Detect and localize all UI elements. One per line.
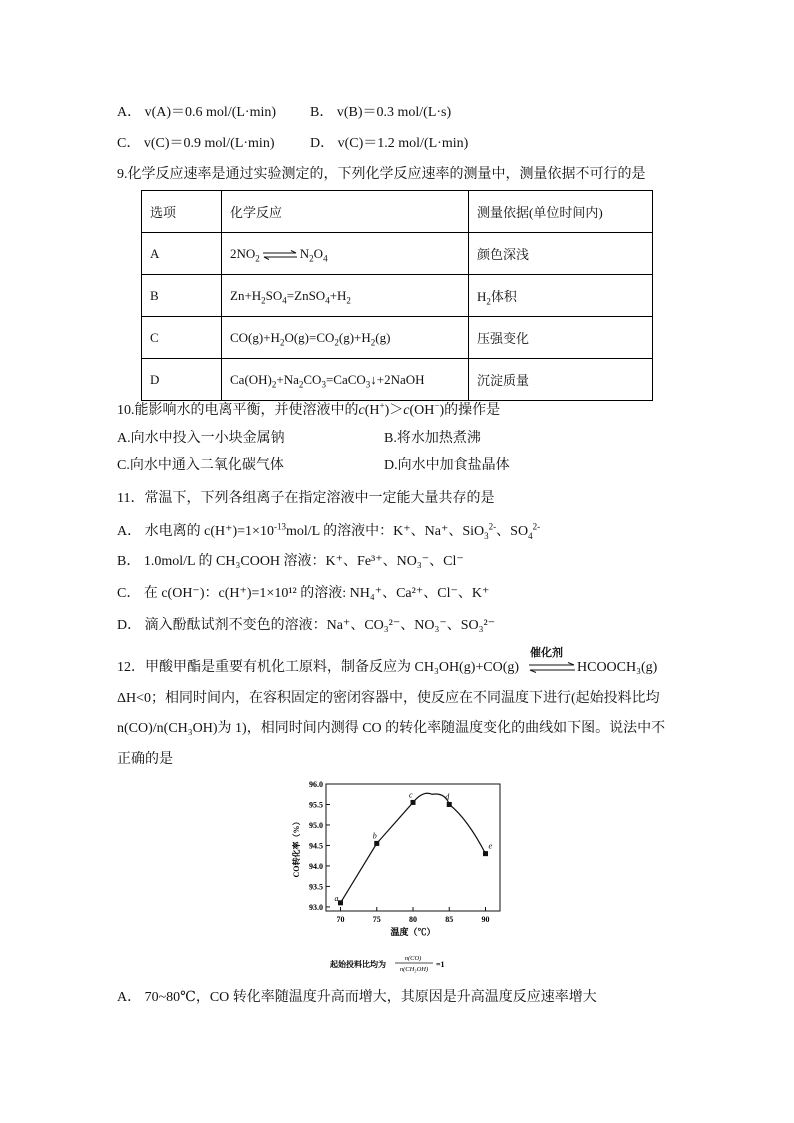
point-label: b bbox=[372, 831, 377, 841]
data-point bbox=[411, 800, 416, 805]
table-header-cell: 测量依据(单位时间内) bbox=[469, 191, 653, 233]
q10-option-b: B.将水加热煮沸 bbox=[384, 431, 481, 446]
q10-stem: 10.能影响水的电离平衡，并使溶液中的c(H+)＞c(OH−)的操作是 bbox=[117, 400, 501, 418]
reaction-cell: $Zn+H_2SO_4=ZnSO_4+H_2$ bbox=[222, 275, 469, 317]
data-point bbox=[447, 802, 452, 807]
basis-text: 体积 bbox=[490, 289, 517, 304]
y-tick-label: 95.5 bbox=[309, 800, 323, 810]
table-header-cell: 选项 bbox=[142, 191, 222, 233]
series-line bbox=[341, 793, 486, 903]
data-point bbox=[338, 900, 343, 905]
q11-option-a: A． 水电离的 $c(H^+)=1\times 10^{-13}mol/L$ 的溶液中：K⁺、Na⁺、SiO$_3^{2-}$、$SO_4^{2-}$ bbox=[117, 521, 541, 541]
equilibrium-arrow-icon bbox=[262, 250, 298, 260]
basis-cell: $H_2$体积 bbox=[469, 275, 653, 317]
q10-stem-pre: 10.能影响水的电离平衡，并使溶液中的 bbox=[117, 403, 359, 418]
basis-cell: 沉淀质量 bbox=[469, 359, 653, 401]
x-tick-label: 85 bbox=[445, 915, 454, 924]
q9-table bbox=[141, 190, 653, 401]
q12-stem-line1-pre: 12．甲酸甲酯是重要有机化工原料，制备反应为 CH₃OH(g)+CO(g) bbox=[117, 660, 520, 675]
q11-option-a-pre: A． 水电离的 c(H⁺)=1×10 bbox=[117, 524, 274, 539]
point-label: a bbox=[334, 893, 339, 903]
point-label: e bbox=[488, 841, 493, 851]
y-tick-label: 93.5 bbox=[309, 882, 323, 892]
y-tick-label: 96.0 bbox=[309, 780, 323, 789]
x-axis-label: 温度（℃） bbox=[390, 927, 436, 937]
basis-cell: 压强变化 bbox=[469, 317, 653, 359]
q12-stem-line1-post: HCOOCH₃(g) bbox=[577, 660, 658, 675]
catalyst-equilibrium-arrow-icon bbox=[528, 657, 576, 679]
caption-suffix: =1 bbox=[436, 960, 445, 969]
table-row bbox=[142, 233, 653, 275]
caption-denominator: n(CH₃OH) bbox=[399, 966, 429, 973]
q8-option-a: A． v(A)＝0.6 mol/(L·min) bbox=[117, 105, 277, 120]
option-cell: C bbox=[142, 317, 222, 359]
data-point bbox=[483, 851, 488, 856]
point-label: c bbox=[409, 790, 413, 800]
reaction-cell: $Ca(OH)_2+Na_2CO_3=CaCO_3↓+2NaOH$ bbox=[222, 359, 469, 401]
co-conversion-chart bbox=[285, 776, 515, 976]
table-row bbox=[142, 317, 653, 359]
x-tick-label: 70 bbox=[336, 915, 345, 924]
table-header-cell: 化学反应 bbox=[222, 191, 469, 233]
reaction-cell: $CO(g)+H_2O(g)=CO_2(g)+H_2(g)$ bbox=[222, 317, 469, 359]
basis-cell: 颜色深浅 bbox=[469, 233, 653, 275]
y-tick-label: 93.0 bbox=[309, 902, 323, 912]
y-tick-label: 94.5 bbox=[309, 841, 323, 851]
point-label: d bbox=[445, 792, 450, 802]
caption-prefix: 起始投料比均为 bbox=[330, 960, 386, 969]
x-tick-label: 80 bbox=[409, 915, 417, 924]
q10-option-c: C.向水中通入二氧化碳气体 bbox=[117, 458, 284, 473]
option-cell: B bbox=[142, 275, 222, 317]
y-tick-label: 95.0 bbox=[309, 820, 323, 830]
q12-stem-line3: n(CO)/n(CH₃OH)为 1)，相同时间内测得 CO 的转化率随温度变化的曲线如下图。说法中不 bbox=[117, 721, 666, 736]
q11-option-a-mid: mol/L 的溶液中：K⁺、Na⁺、SiO bbox=[285, 524, 485, 539]
caption-numerator: n(CO) bbox=[404, 955, 422, 962]
data-point bbox=[374, 841, 379, 846]
q8-option-b: B． v(B)＝0.3 mol/(L·s) bbox=[310, 105, 452, 120]
q12-stem-line4: 正确的是 bbox=[117, 752, 173, 767]
q10-option-a: A.向水中投入一小块金属钠 bbox=[117, 431, 285, 446]
table-row bbox=[142, 275, 653, 317]
y-axis-label: CO转化率（%） bbox=[292, 817, 301, 878]
q11-option-d: D． 滴入酚酞试剂不变色的溶液：Na⁺、CO₃²⁻、NO₃⁻、SO₃²⁻ bbox=[117, 618, 496, 633]
reaction-cell: $2NO_2$ $N_2O_4$ bbox=[222, 233, 469, 275]
x-tick-label: 75 bbox=[372, 915, 381, 924]
q10-stem-post: 的操作是 bbox=[444, 403, 501, 418]
y-tick-label: 94.0 bbox=[309, 861, 323, 871]
chart-layer bbox=[291, 780, 500, 973]
x-tick-label: 90 bbox=[481, 915, 490, 924]
q11-option-c: C． 在 c(OH⁻)：c(H⁺)=1×10¹² 的溶液: NH₄⁺、Ca²⁺、Cl⁻、K⁺ bbox=[117, 586, 490, 601]
q11-option-b: B． 1.0mol/L 的 CH₃COOH 溶液：K⁺、Fe³⁺、NO₃⁻、Cl⁻ bbox=[117, 554, 464, 569]
q11-stem: 11．常温下，下列各组离子在指定溶液中一定能大量共存的是 bbox=[117, 491, 495, 506]
q12-option-a: A． 70~80℃，CO 转化率随温度升高而增大，其原因是升高温度反应速率增大 bbox=[117, 990, 597, 1005]
q12-stem-line2: ΔH<0；相同时间内，在容积固定的密闭容器中，使反应在不同温度下进行(起始投料比均 bbox=[117, 691, 660, 706]
q8-option-d: D． v(C)＝1.2 mol/(L·min) bbox=[310, 136, 469, 151]
option-cell: D bbox=[142, 359, 222, 401]
q9-stem: 9.化学反应速率是通过实验测定的，下列化学反应速率的测量中，测量依据不可行的是 bbox=[117, 167, 646, 182]
q8-option-c: C． v(C)＝0.9 mol/(L·min) bbox=[117, 136, 275, 151]
table-row bbox=[142, 359, 653, 401]
option-cell: A bbox=[142, 233, 222, 275]
q10-option-d: D.向水中加食盐晶体 bbox=[384, 458, 510, 473]
table-header-row bbox=[142, 191, 653, 233]
catalyst-label: 催化剂 bbox=[530, 647, 563, 659]
